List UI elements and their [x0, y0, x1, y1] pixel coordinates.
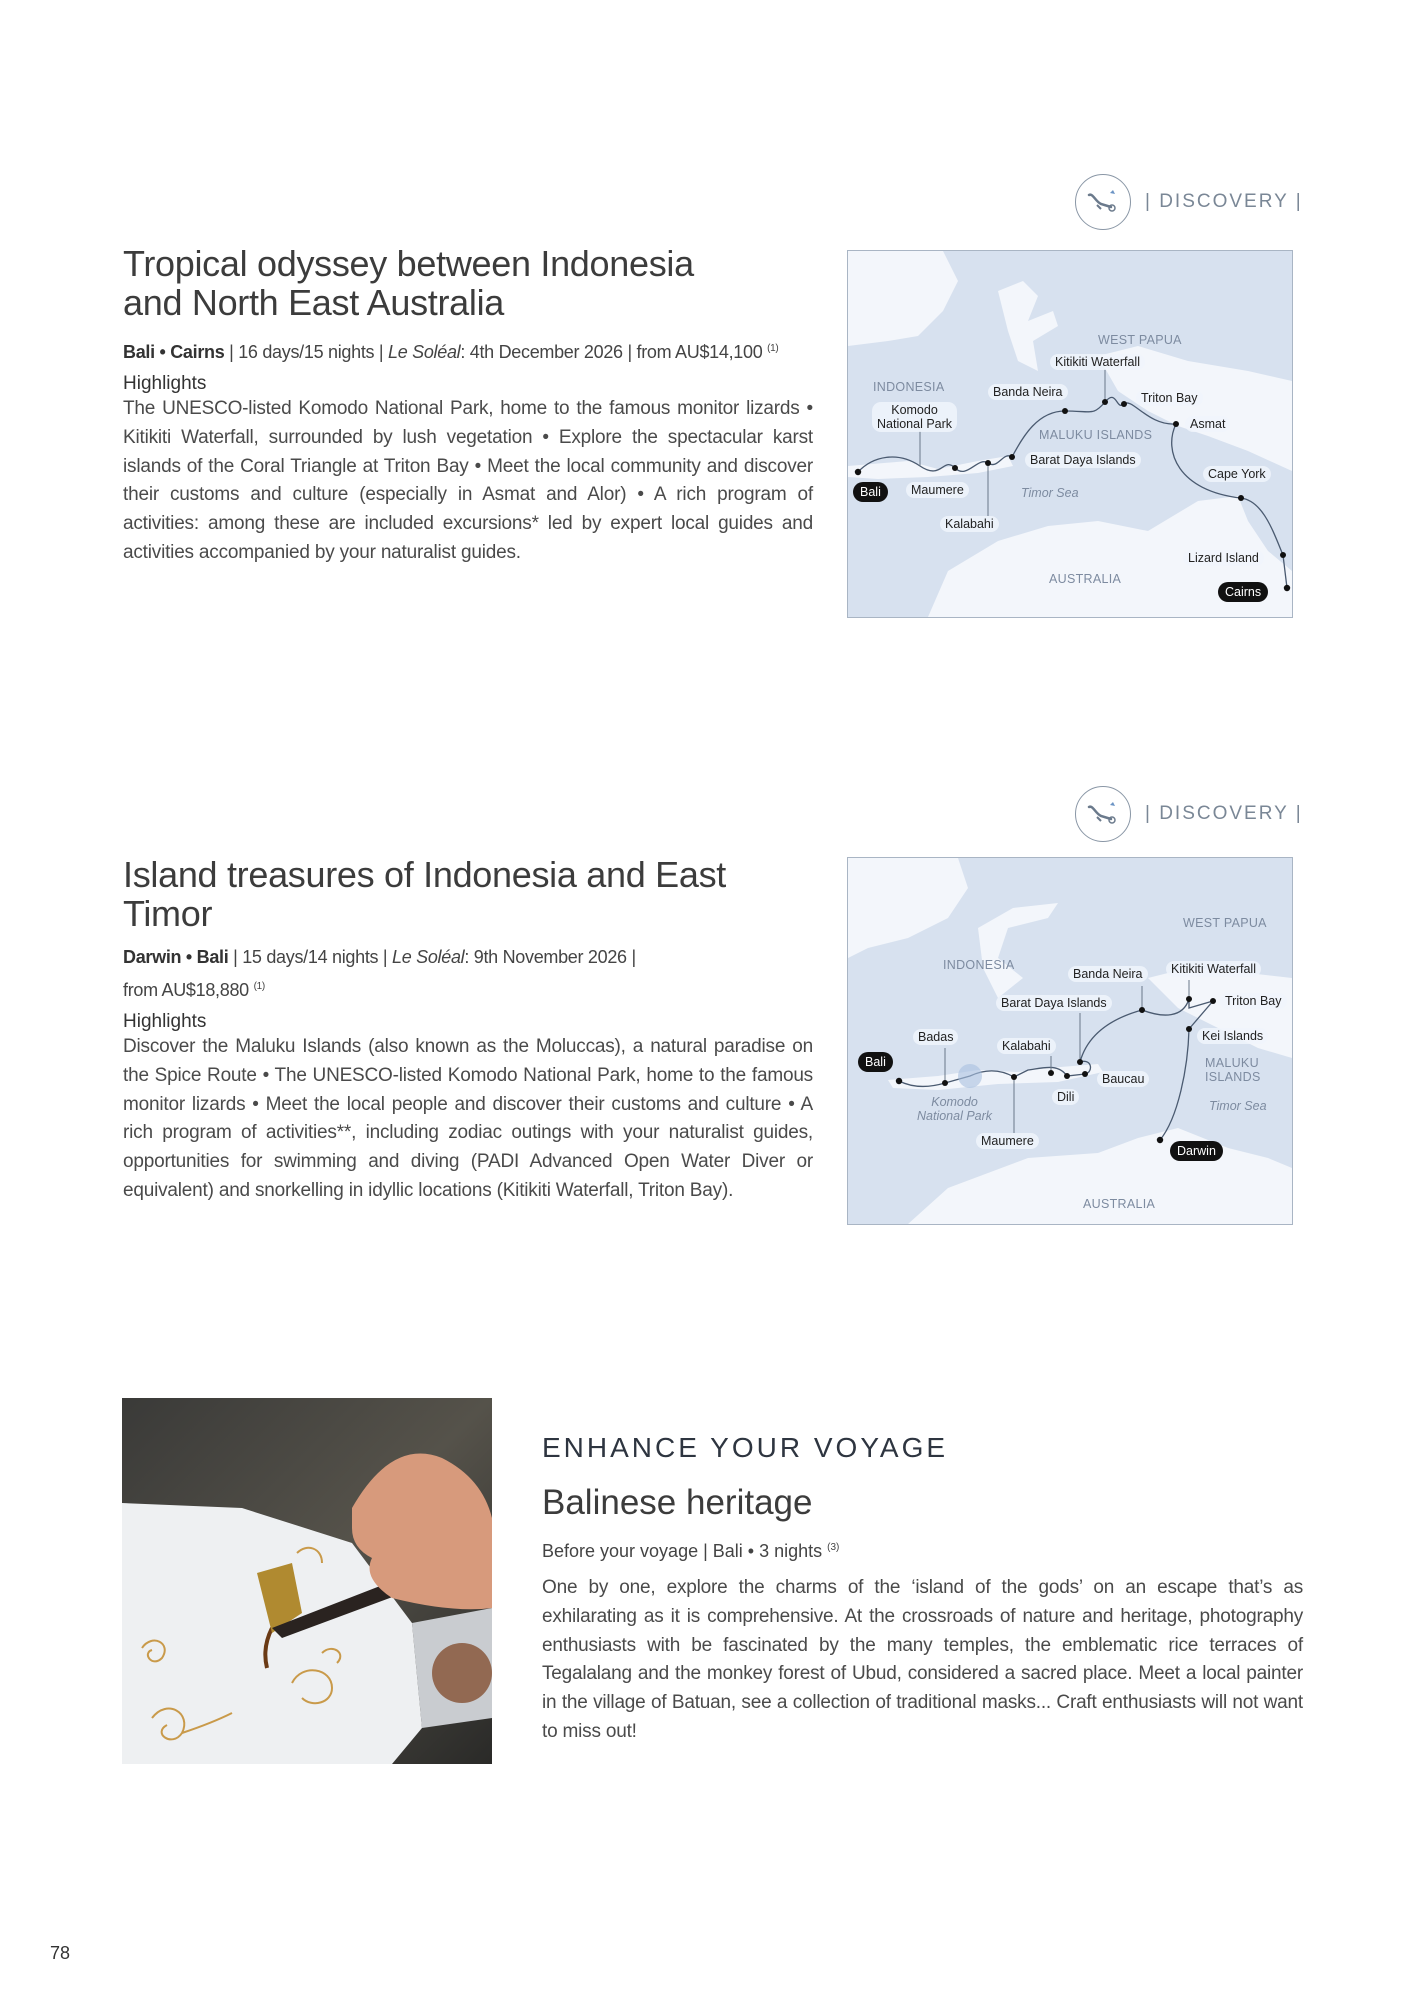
footnote: (1) — [253, 981, 265, 992]
ship-name: Le Soléal — [388, 342, 461, 362]
discovery-badge-2 — [1075, 786, 1303, 842]
category-label: | DISCOVERY | — [1145, 803, 1303, 824]
stop-kalabahi: Kalabahi — [940, 516, 999, 532]
cruise-title: Island treasures of Indonesia and East Timor — [123, 854, 726, 934]
komodo-line-2: National Park — [877, 417, 953, 431]
stop-darwin-start: Darwin — [1170, 1141, 1223, 1161]
batik-photo — [122, 1398, 492, 1764]
itinerary-map-2 — [847, 857, 1293, 1225]
duration: | 15 days/14 nights | — [228, 947, 392, 967]
stop-barat-daya: Barat Daya Islands — [996, 995, 1112, 1011]
route: Darwin • Bali — [123, 947, 229, 967]
stop-asmat: Asmat — [1185, 416, 1230, 432]
region-komodo — [912, 1094, 997, 1124]
region-west-papua: WEST PAPUA — [1183, 916, 1267, 930]
stop-maumere: Maumere — [976, 1133, 1039, 1149]
stop-maumere: Maumere — [906, 482, 969, 498]
category-label: | DISCOVERY | — [1145, 191, 1303, 212]
date-price: : 4th December 2026 | from AU$14,100 — [460, 342, 763, 362]
stop-dili: Dili — [1052, 1089, 1079, 1105]
highlights-heading: Highlights — [123, 373, 207, 394]
stop-lizard: Lizard Island — [1183, 550, 1264, 566]
stop-triton: Triton Bay — [1220, 993, 1287, 1009]
footnote: (1) — [767, 343, 779, 354]
discovery-badge — [1075, 174, 1303, 230]
date: : 9th November 2026 | — [464, 947, 636, 967]
highlights-text: Discover the Maluku Islands (also known as the Moluccas), a natural paradise on the Spice Route • The UNESCO-listed Komodo National Park, home to the famous monitor lizards • Meet the local people and discover their customs and culture • A rich program of activities**, including zodiac outings with your naturalist guides, opportunities for swimming and diving (PADI Advanced Open Water Diver or equivalent) and snorkelling in idyllic locations (Kitikiti Waterfall, Triton Bay). — [123, 1036, 813, 1201]
title-line-1: Tropical odyssey between Indonesia — [123, 243, 694, 284]
stop-banda: Banda Neira — [1068, 966, 1148, 982]
stop-badas: Badas — [913, 1029, 958, 1045]
highlights-heading: Highlights — [123, 1011, 207, 1032]
enhance-body: One by one, explore the charms of the ‘island of the gods’ on an escape that’s as exhilarating as it is comprehensive. At the crossroads of nature and heritage, photography enthusiasts with be fascinated by the many temples, the emblematic rice terraces of Tegalalang and the monkey forest of Ubud, considered a sacred place. Meet a local painter in the village of Batuan, see a collection of traditional masks... Craft enthusiasts will not want to miss out! — [542, 1577, 1303, 1742]
enhance-kicker: ENHANCE YOUR VOYAGE — [542, 1432, 949, 1463]
region-australia: AUSTRALIA — [1049, 572, 1122, 586]
cruise-meta — [123, 334, 813, 367]
stop-komodo — [872, 402, 957, 432]
komodo-line-1: Komodo — [891, 403, 938, 417]
stop-cape-york: Cape York — [1203, 466, 1271, 482]
maluku-line-1: MALUKU — [1205, 1056, 1259, 1070]
stop-kei: Kei Islands — [1197, 1028, 1268, 1044]
region-australia: AUSTRALIA — [1083, 1197, 1156, 1211]
cruise-meta — [123, 943, 813, 1005]
enhance-sub-text: Before your voyage | Bali • 3 nights — [542, 1541, 823, 1561]
duration: | 16 days/15 nights | — [224, 342, 388, 362]
region-timor-sea: Timor Sea — [1021, 486, 1079, 500]
stop-kitikiti: Kitikiti Waterfall — [1050, 354, 1145, 370]
stop-baucau: Baucau — [1097, 1071, 1149, 1087]
komodo-line-1: Komodo — [931, 1095, 978, 1109]
stop-cairns-end: Cairns — [1218, 582, 1268, 602]
diver-icon — [1075, 174, 1131, 230]
route: Bali • Cairns — [123, 342, 225, 362]
maluku-line-2: ISLANDS — [1205, 1070, 1261, 1084]
stop-banda: Banda Neira — [988, 384, 1068, 400]
page-number: 78 — [50, 1943, 71, 1963]
enhance-title: Balinese heritage — [542, 1483, 813, 1522]
region-indonesia: INDONESIA — [943, 958, 1015, 972]
ship-name: Le Soléal — [392, 947, 465, 967]
komodo-line-2: National Park — [917, 1109, 993, 1123]
stop-kalabahi: Kalabahi — [997, 1038, 1056, 1054]
stop-bali-end: Bali — [858, 1052, 893, 1072]
cruise-2 — [123, 855, 813, 1206]
stop-bali-start: Bali — [853, 482, 888, 502]
stop-triton: Triton Bay — [1136, 390, 1203, 406]
diver-icon — [1075, 786, 1131, 842]
price: from AU$18,880 — [123, 980, 249, 1000]
cruise-title — [123, 244, 813, 322]
region-timor-sea: Timor Sea — [1209, 1099, 1267, 1113]
itinerary-map-1 — [847, 250, 1293, 618]
region-maluku — [1200, 1055, 1266, 1085]
stop-barat-daya: Barat Daya Islands — [1025, 452, 1141, 468]
region-maluku: MALUKU ISLANDS — [1039, 428, 1153, 442]
footnote: (3) — [827, 1542, 840, 1553]
region-west-papua: WEST PAPUA — [1098, 333, 1182, 347]
highlights-text: The UNESCO-listed Komodo National Park, home to the famous monitor lizards • Kitikiti Waterfall, surrounded by lush vegetation • Explore the spectacular karst islands of the Coral Triangle at Triton Bay • Meet the local community and discover their customs and culture (especially in Asmat and Alor) • A rich program of activities: among these are included excursions* led by expert local guides and activities accompanied by your naturalist guides. — [123, 398, 813, 563]
stop-kitikiti: Kitikiti Waterfall — [1166, 961, 1261, 977]
cruise-1 — [123, 244, 813, 568]
region-indonesia: INDONESIA — [873, 380, 945, 394]
title-line-2: and North East Australia — [123, 282, 505, 323]
enhance-subtitle — [542, 1541, 839, 1562]
